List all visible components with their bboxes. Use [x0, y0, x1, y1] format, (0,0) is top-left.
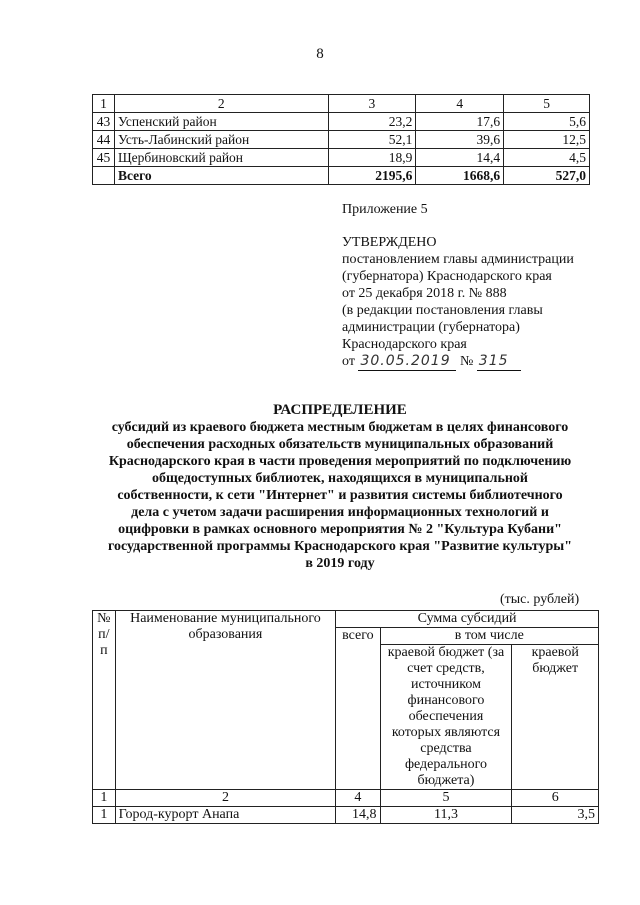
approval-line: (в редакции постановления главы [342, 303, 543, 318]
signature-line [342, 353, 574, 371]
table-row [93, 149, 590, 167]
title-line: общедоступных библиотек, находящихся в муниципальной [151, 471, 528, 486]
total-row [93, 167, 590, 185]
approval-block [342, 234, 574, 371]
row-number: 45 [93, 149, 115, 167]
row-number: 44 [93, 131, 115, 149]
total-value: 2195,6 [328, 167, 416, 185]
municipality-name: Щербиновский район [114, 149, 328, 167]
value-cell: 14,4 [416, 149, 504, 167]
table-row [93, 131, 590, 149]
value-cell: 17,6 [416, 113, 504, 131]
distribution-table [92, 610, 599, 824]
value-cell: 12,5 [504, 131, 590, 149]
header-regional-federal: краевой бюджет (за счет средств, источником финансового обеспечения которых являются средства федерального бюджета) [380, 645, 512, 790]
table-row [93, 807, 599, 824]
row-number: 1 [93, 807, 116, 824]
title-heading: РАСПРЕДЕЛЕНИЕ [273, 402, 407, 418]
empty-cell [93, 167, 115, 185]
table-header-row [93, 95, 590, 113]
value-cell: 23,2 [328, 113, 416, 131]
title-line: Краснодарского края в части проведения мероприятий по подключению [108, 454, 572, 469]
approval-line: Краснодарского края [342, 337, 467, 352]
units-note: (тыс. рублей) [500, 592, 580, 607]
header-sum: Сумма субсидий [336, 611, 599, 628]
handwritten-date: 30.05.2019 [358, 353, 456, 371]
row-number: 43 [93, 113, 115, 131]
title-line: государственной программы Краснодарского края "Развитие культуры" [108, 539, 572, 554]
title-line: субсидий из краевого бюджета местным бюджетам в целях финансового [111, 420, 569, 435]
column-number-row [93, 790, 599, 807]
municipality-name: Успенский район [114, 113, 328, 131]
continuation-table [92, 94, 590, 185]
value-cell: 39,6 [416, 131, 504, 149]
column-number: 5 [380, 790, 512, 807]
approval-line: (губернатора) Краснодарского края [342, 269, 552, 284]
title-line: собственности, к сети "Интернет" и развития системы библиотечного [117, 488, 563, 503]
title-line: обеспечения расходных обязательств муниципальных образований [126, 437, 554, 452]
value-cell: 52,1 [328, 131, 416, 149]
municipality-name: Город-курорт Анапа [115, 807, 336, 824]
header-cell: 1 [93, 95, 115, 113]
appendix-label: Приложение 5 [342, 202, 428, 217]
header-name: Наименование муниципального образования [115, 611, 336, 790]
total-value: 1668,6 [416, 167, 504, 185]
header-total: всего [336, 628, 380, 790]
value-cell: 18,9 [328, 149, 416, 167]
header-number: № п/п [93, 611, 116, 790]
header-cell: 3 [328, 95, 416, 113]
table-row [93, 113, 590, 131]
column-number: 4 [336, 790, 380, 807]
value-cell: 4,5 [504, 149, 590, 167]
column-number: 6 [512, 790, 599, 807]
header-regional: краевой бюджет [512, 645, 599, 790]
total-value: 527,0 [504, 167, 590, 185]
value-cell: 14,8 [336, 807, 380, 824]
number-sign: № [459, 354, 474, 369]
value-cell: 3,5 [512, 807, 599, 824]
approval-line: постановлением главы администрации [342, 252, 574, 267]
approval-line: администрации (губернатора) [342, 320, 520, 335]
header-including: в том числе [380, 628, 598, 645]
municipality-name: Усть-Лабинский район [114, 131, 328, 149]
document-title [70, 402, 610, 572]
value-cell: 5,6 [504, 113, 590, 131]
total-label: Всего [114, 167, 328, 185]
column-number: 2 [115, 790, 336, 807]
title-line: в 2019 году [305, 556, 375, 571]
approval-line: от 25 декабря 2018 г. № 888 [342, 286, 507, 301]
table-header-row [93, 611, 599, 628]
value-cell: 11,3 [380, 807, 512, 824]
approved-heading: УТВЕРЖДЕНО [342, 235, 437, 250]
header-cell: 4 [416, 95, 504, 113]
header-cell: 2 [114, 95, 328, 113]
handwritten-number: 315 [477, 353, 521, 371]
page-number: 8 [316, 46, 324, 62]
title-line: дела с учетом задачи расширения информационных технологий и [131, 505, 549, 520]
column-number: 1 [93, 790, 116, 807]
title-line: оцифровки в рамках основного мероприятия № 2 "Культура Кубани" [118, 522, 562, 537]
header-cell: 5 [504, 95, 590, 113]
from-prefix: от [342, 354, 355, 369]
